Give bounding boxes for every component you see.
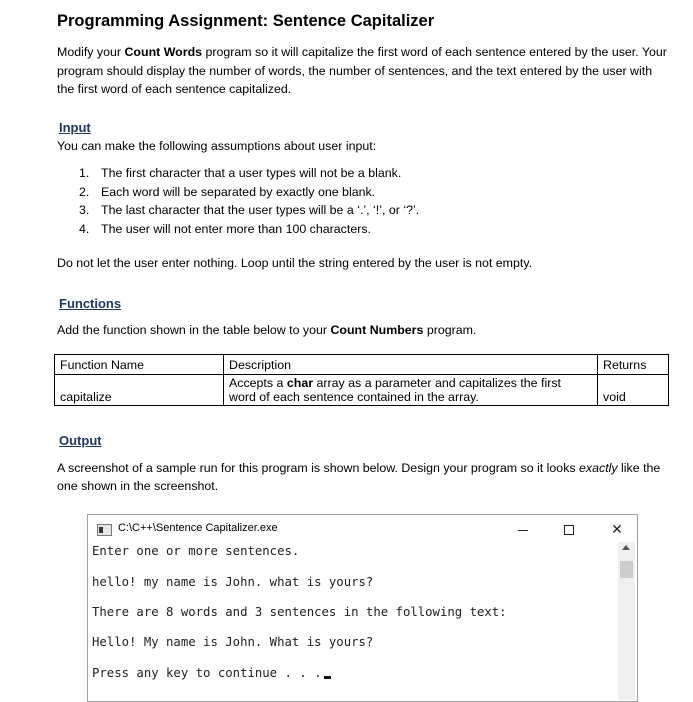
input-note: Do not let the user enter nothing. Loop until the string entered by the user is not empty. bbox=[57, 256, 533, 270]
console-line: There are 8 words and 3 sentences in the following text: bbox=[92, 605, 507, 619]
console-scrollbar[interactable] bbox=[618, 542, 635, 700]
close-icon: ✕ bbox=[611, 521, 623, 537]
console-line: hello! my name is John. what is yours? bbox=[92, 575, 374, 589]
output-lead: A screenshot of a sample run for this program is shown below. Design your program so it looks exactly like the one shown in the screenshot. bbox=[57, 461, 661, 493]
functions-lead: Add the function shown in the table below to your Count Numbers program. bbox=[57, 323, 477, 337]
list-item: 3. The last character that the user types will be a ‘.’, ‘!’, or ‘?’. bbox=[79, 203, 420, 217]
scrollbar-thumb[interactable] bbox=[620, 561, 633, 578]
functions-heading: Functions bbox=[59, 296, 122, 311]
table-row bbox=[55, 375, 669, 406]
header-description: Description bbox=[224, 355, 598, 375]
console-title: C:\C++\Sentence Capitalizer.exe bbox=[118, 522, 278, 534]
input-lead: You can make the following assumptions about user input: bbox=[57, 139, 377, 153]
table-header-row bbox=[55, 355, 669, 375]
minimize-icon bbox=[518, 530, 528, 531]
page-title: Programming Assignment: Sentence Capitalizer bbox=[57, 12, 435, 30]
console-line: Enter one or more sentences. bbox=[92, 544, 300, 558]
functions-table bbox=[54, 354, 669, 406]
maximize-icon bbox=[564, 525, 574, 535]
console-app-icon bbox=[97, 524, 112, 536]
list-item: 1. The first character that a user types will not be a blank. bbox=[79, 166, 402, 180]
intro-paragraph: Modify your Count Words program so it will capitalize the first word of each sentence entered by the user. Your program should display the number of words, the number of sentences, and the text entered by the user with the first word of each sentence capitalized. bbox=[57, 45, 667, 96]
console-line: Press any key to continue . . . bbox=[92, 666, 331, 680]
cell-description: Accepts a char array as a parameter and capitalizes the first word of each sentence contained in the array. bbox=[224, 375, 598, 406]
cell-function-name: capitalize bbox=[55, 375, 224, 406]
header-returns: Returns bbox=[598, 355, 669, 375]
input-heading: Input bbox=[59, 120, 91, 135]
header-function-name: Function Name bbox=[55, 355, 224, 375]
close-button[interactable] bbox=[597, 517, 637, 541]
cell-returns: void bbox=[598, 375, 669, 406]
list-item: 2. Each word will be separated by exactly one blank. bbox=[79, 184, 376, 199]
maximize-button[interactable] bbox=[549, 517, 589, 541]
minimize-button[interactable] bbox=[503, 517, 543, 541]
scroll-up-arrow-icon[interactable] bbox=[622, 545, 630, 550]
output-heading: Output bbox=[59, 433, 102, 448]
console-output bbox=[91, 542, 614, 700]
console-line: Hello! My name is John. What is yours? bbox=[92, 635, 374, 649]
console-titlebar bbox=[88, 515, 637, 543]
text-cursor bbox=[324, 676, 331, 679]
list-item: 4. The user will not enter more than 100 characters. bbox=[79, 221, 371, 236]
console-window bbox=[87, 514, 638, 702]
assumptions-list bbox=[79, 164, 419, 238]
